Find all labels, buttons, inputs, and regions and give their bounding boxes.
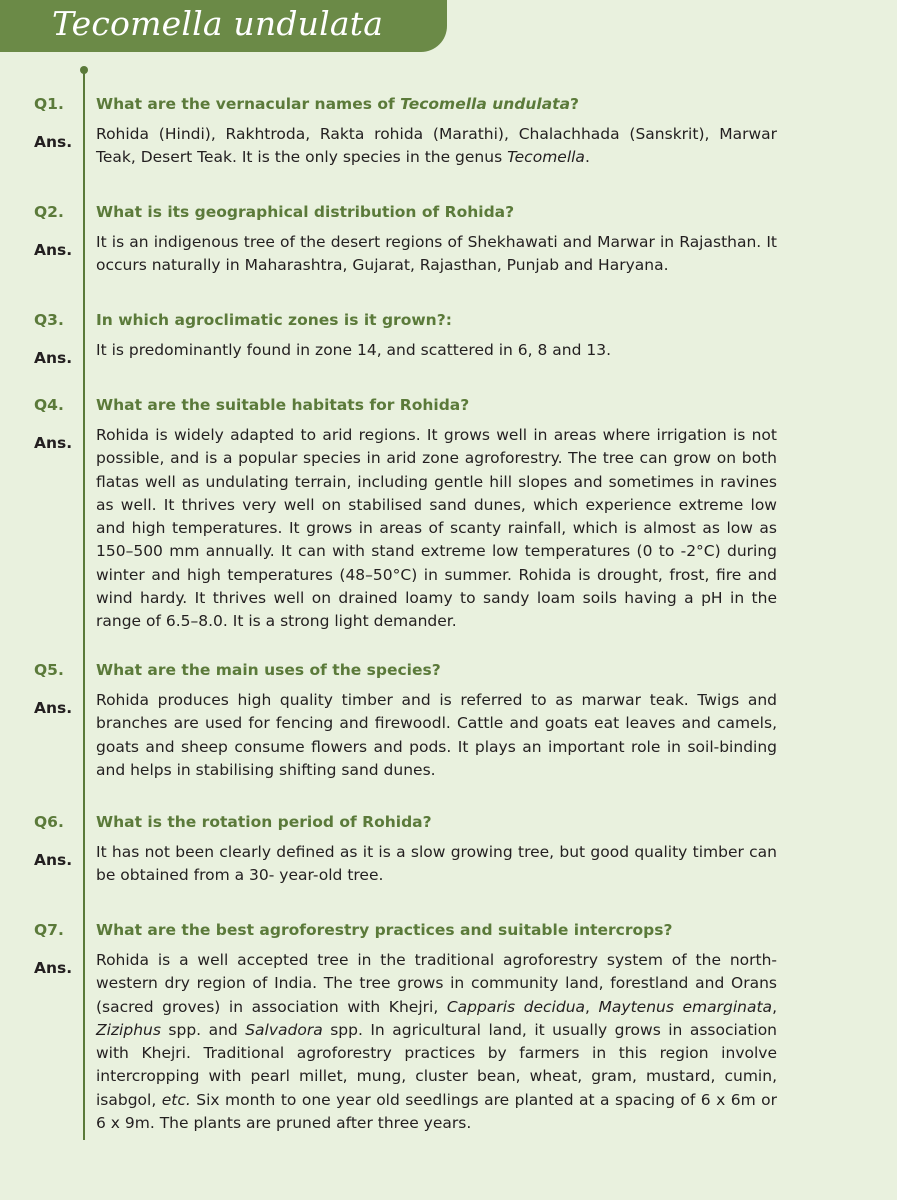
italic-text: Capparis decidua <box>446 997 586 1016</box>
text-run: What is its geographical distribution of Rohida? <box>96 203 515 221</box>
answer-text <box>96 689 777 782</box>
answer-text <box>96 231 777 278</box>
answer-text <box>96 123 777 170</box>
text-run: It is predominantly found in zone 14, and scattered in 6, 8 and 13. <box>96 341 612 359</box>
question-label: Q2. <box>34 203 64 221</box>
qa-item-4 <box>0 393 897 634</box>
text-run: . <box>584 148 590 167</box>
qa-item-1 <box>0 92 897 170</box>
text-run: Six month to one year old seedlings are planted at a spacing of 6 x 6m or 6 x 9m. The plants are pruned after three years. <box>96 1090 778 1133</box>
question-text <box>96 92 786 116</box>
text-run: In which agroclimatic zones is it grown?: <box>96 311 452 329</box>
answer-text <box>96 424 777 634</box>
answer-label: Ans. <box>34 959 73 977</box>
text-run: ? <box>570 95 580 113</box>
question-text <box>96 810 786 834</box>
answer-text <box>96 949 777 1135</box>
italic-text: Tecomella undulata <box>400 95 571 113</box>
text-run: spp. In agricultural land, it usually grows in association with Khejri. Traditional agroforestry practices by farmers in this region involve intercropping with pearl millet, mung, cluster bean, wheat, gram, mustard, cumin, isabgol, <box>96 1020 778 1109</box>
italic-text: Maytenus emarginata <box>598 997 773 1016</box>
text-run: spp. and <box>160 1020 246 1039</box>
question-text <box>96 393 786 417</box>
text-run: What are the vernacular names of <box>96 95 401 113</box>
qa-item-7 <box>0 918 897 1135</box>
text-run: What are the main uses of the species? <box>96 661 441 679</box>
text-run: Rohida is widely adapted to arid regions. It grows well in areas where irrigation is not possible, and is a popular species in arid zone agroforestry. The tree can grow on both flatas well as undulating terrain, including gentle hill slopes and sometimes in ravines as well. It thrives very well on stabilised sand dunes, which experience extreme low and high temperatures. It grows in areas of scanty rainfall, which is almost as low as 150–500 mm annually. It can with stand extreme low temperatures (0 to -2°C) during winter and high temperatures (48–50°C) in summer. Rohida is drought, frost, fire and wind hardy. It thrives well on drained loamy to sandy loam soils having a pH in the range of 6.5–8.0. It is a strong light demander. <box>96 426 777 631</box>
qa-item-3 <box>0 308 897 367</box>
question-text <box>96 308 786 332</box>
answer-label: Ans. <box>34 241 73 259</box>
question-label: Q6. <box>34 813 64 831</box>
text-run: Rohida produces high quality timber and is referred to as marwar teak. Twigs and branches are used for fencing and firewoodl. Cattle and goats eat leaves and camels, goats and sheep consume flowers and pods. It plays an important role in soil-binding and helps in stabilising shifting sand dunes. <box>96 691 777 779</box>
text-run: , <box>772 997 777 1016</box>
answer-label: Ans. <box>34 133 73 151</box>
italic-text: etc. <box>161 1090 191 1109</box>
answer-text <box>96 339 777 362</box>
italic-text: Ziziphus <box>96 1020 161 1039</box>
question-label: Q3. <box>34 311 64 329</box>
text-run: It has not been clearly defined as it is a slow growing tree, but good quality timber can be obtained from a 30- year-old tree. <box>96 843 777 885</box>
text-run: , <box>585 997 599 1016</box>
question-label: Q7. <box>34 921 64 939</box>
question-label: Q5. <box>34 661 64 679</box>
text-run: Rohida (Hindi), Rakhtroda, Rakta rohida (Marathi), Chalachhada (Sanskrit), Marwar Teak, Desert Teak. It is the only species in the genus <box>96 125 777 167</box>
answer-label: Ans. <box>34 434 73 452</box>
question-label: Q1. <box>34 95 64 113</box>
italic-text: Salvadora <box>245 1020 323 1039</box>
qa-item-6 <box>0 810 897 888</box>
title-banner <box>0 0 447 52</box>
qa-item-2 <box>0 200 897 278</box>
text-run: Rohida is a well accepted tree in the traditional agroforestry system of the north-western dry region of India. The tree grows in community land, forestland and Orans (sacred groves) in association with Khejri, <box>96 951 777 1016</box>
answer-label: Ans. <box>34 851 73 869</box>
qa-item-5 <box>0 658 897 782</box>
page-title: Tecomella undulata <box>52 4 384 43</box>
question-text <box>96 658 786 682</box>
answer-label: Ans. <box>34 349 73 367</box>
italic-text: Tecomella <box>507 148 585 167</box>
answer-text <box>96 841 777 888</box>
text-run: What are the best agroforestry practices and suitable intercrops? <box>96 921 673 939</box>
text-run: What are the suitable habitats for Rohida? <box>96 396 470 414</box>
text-run: It is an indigenous tree of the desert regions of Shekhawati and Marwar in Rajasthan. It occurs naturally in Maharashtra, Gujarat, Rajasthan, Punjab and Haryana. <box>96 233 777 275</box>
question-label: Q4. <box>34 396 64 414</box>
text-run: What is the rotation period of Rohida? <box>96 813 432 831</box>
question-text <box>96 200 786 224</box>
question-text <box>96 918 786 942</box>
answer-label: Ans. <box>34 699 73 717</box>
